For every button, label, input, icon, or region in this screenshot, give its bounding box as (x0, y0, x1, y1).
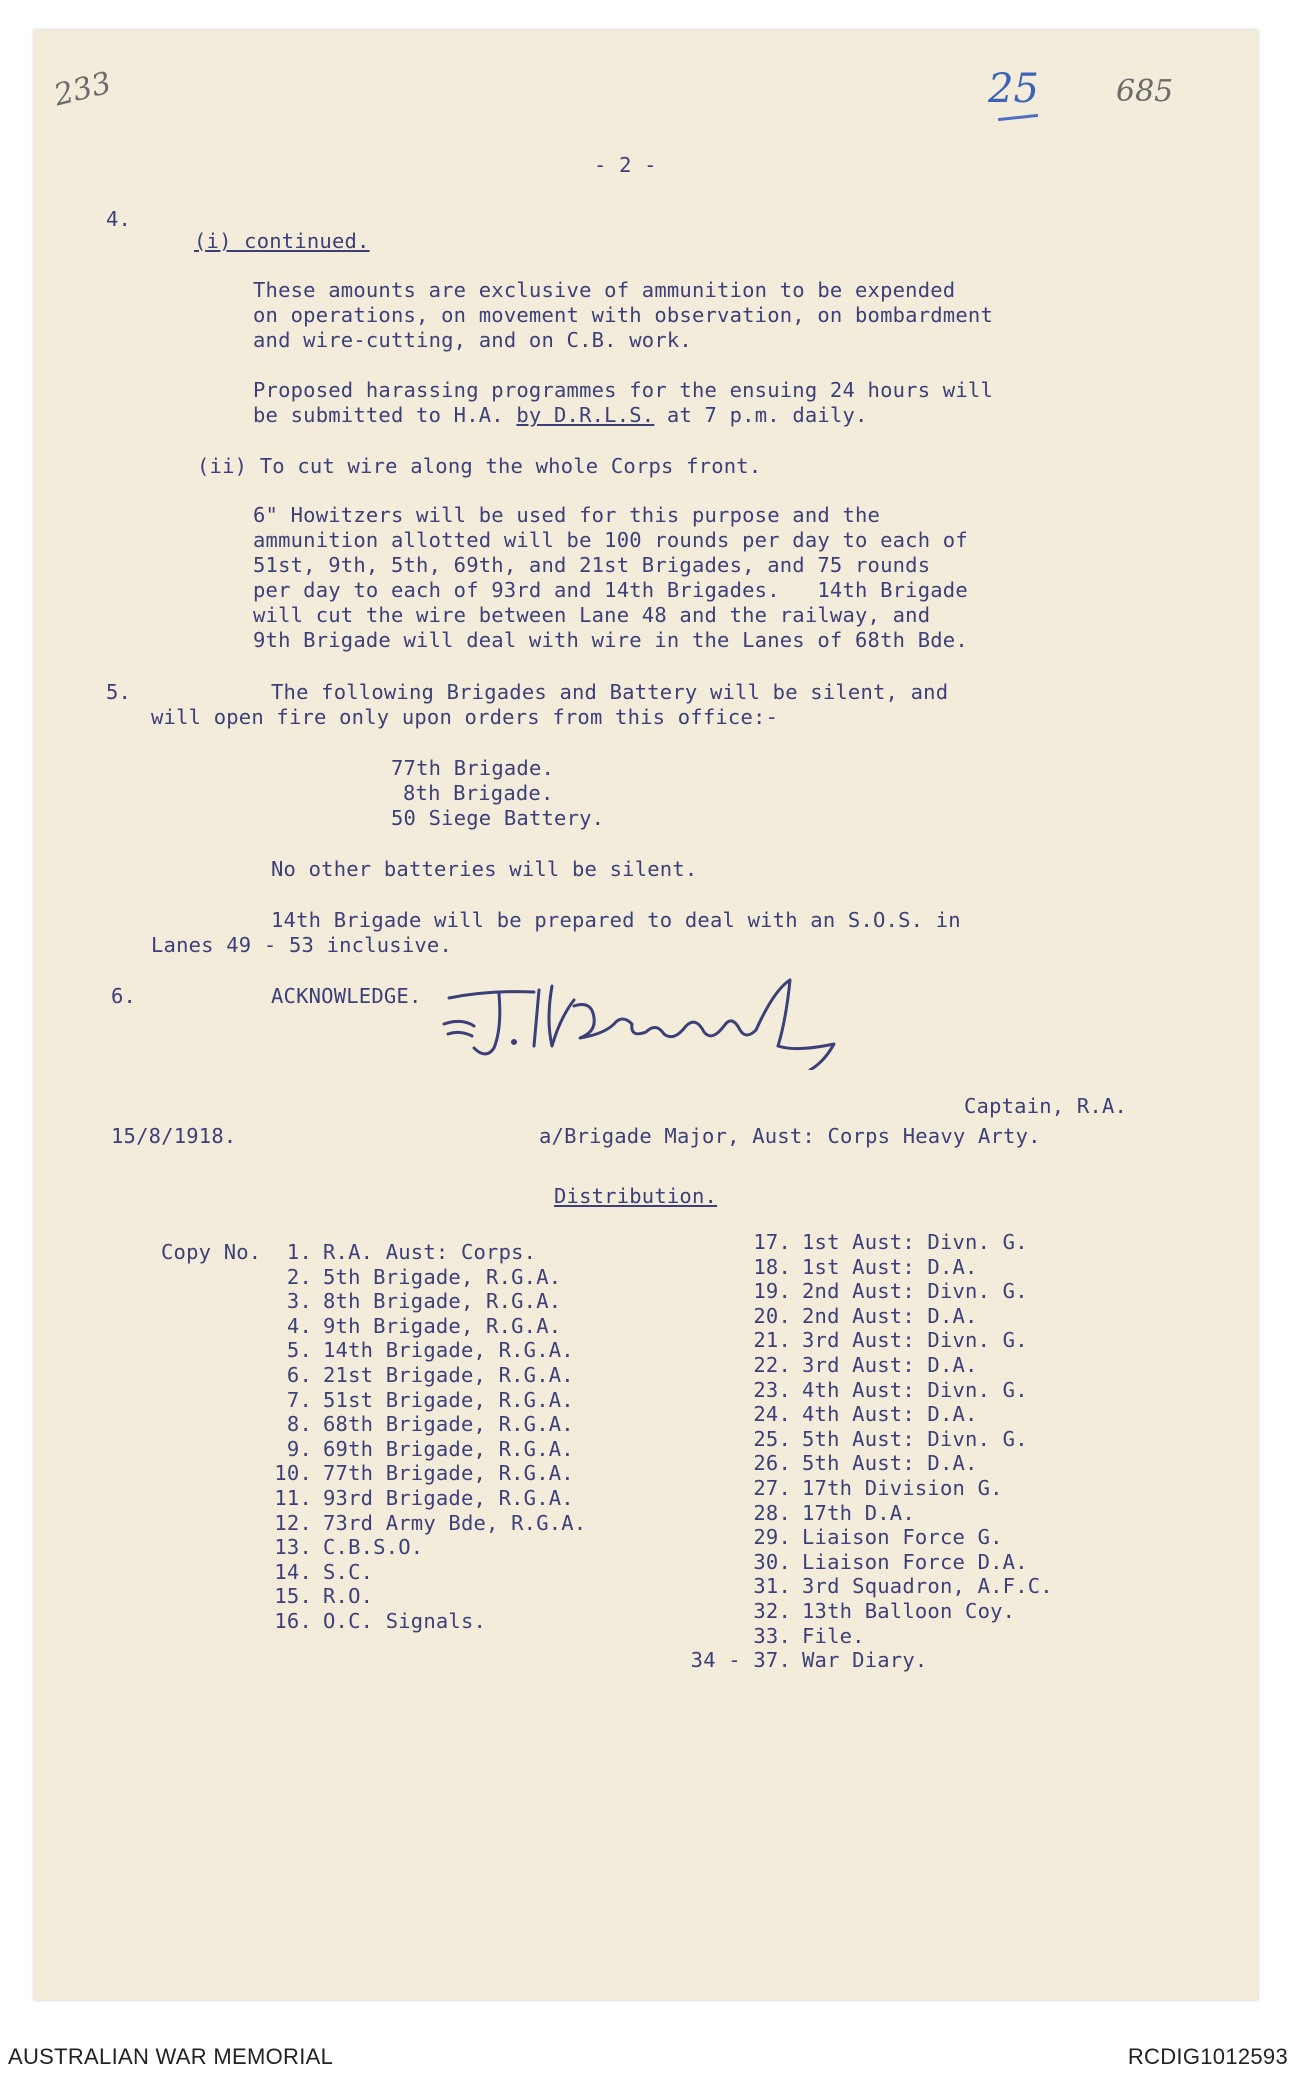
distribution-recipient: War Diary. (802, 1648, 928, 1673)
blue-ink-underline (998, 114, 1038, 121)
distribution-recipient: 4th Aust: Divn. G. (802, 1377, 1028, 1402)
distribution-copy-number: 7. (286, 1387, 312, 1412)
silent-unit: 50 Siege Battery. (391, 806, 605, 830)
distribution-recipient: 77th Brigade, R.G.A. (323, 1461, 574, 1486)
distribution-recipient: 4th Aust: D.A. (802, 1402, 978, 1427)
distribution-copy-number: 12. (274, 1510, 312, 1535)
para4-ii-line: 6" Howitzers will be used for this purpose and the (253, 503, 881, 527)
distribution-recipient: R.O. (323, 1584, 374, 1609)
sos-line: 14th Brigade will be prepared to deal with an S.O.S. in (271, 908, 961, 932)
pencil-annotation-top-left: 233 (50, 65, 115, 114)
distribution-copy-number: 29. (753, 1525, 791, 1550)
distribution-copy-number: 15. (274, 1584, 312, 1609)
footer-id: RCDIG1012593 (1127, 2044, 1288, 2069)
distribution-recipient: R.A. Aust: Corps. (323, 1240, 537, 1264)
para4-ii-line: ammunition allotted will be 100 rounds per day to each of (253, 528, 968, 552)
para4-ii-line: 51st, 9th, 5th, 69th, and 21st Brigades, and 75 rounds (253, 553, 931, 577)
distribution-copy-number: 20. (753, 1303, 791, 1328)
harassing-line: Proposed harassing programmes for the ensuing 24 hours will (253, 378, 993, 402)
handwritten-signature (434, 960, 894, 1070)
para4-ii-line: will cut the wire between Lane 48 and the railway, and (253, 603, 931, 627)
distribution-copy-number: 17. (753, 1230, 791, 1254)
distribution-copy-number: 22. (753, 1353, 791, 1377)
distribution-copy-number: 3. (286, 1289, 312, 1314)
distribution-recipient: Liaison Force G. (802, 1525, 1003, 1550)
distribution-recipient: O.C. Signals. (323, 1609, 487, 1633)
distribution-recipient: 5th Brigade, R.G.A. (323, 1264, 562, 1289)
distribution-copy-number: 23. (753, 1377, 791, 1402)
distribution-recipient: 5th Aust: Divn. G. (802, 1426, 1028, 1451)
signatory-role: a/Brigade Major, Aust: Corps Heavy Arty. (539, 1124, 1041, 1148)
distribution-copy-number: 16. (274, 1609, 312, 1633)
para4-text-line: on operations, on movement with observation, on bombardment (253, 303, 993, 327)
distribution-recipient: 69th Brigade, R.G.A. (323, 1436, 574, 1461)
signatory-rank: Captain, R.A. (964, 1094, 1128, 1118)
distribution-recipient: S.C. (323, 1559, 374, 1584)
distribution-copy-number: 31. (753, 1574, 791, 1599)
distribution-copy-number: 2. (286, 1264, 312, 1289)
para5-number: 5. (106, 680, 132, 704)
distribution-copy-number: 8. (286, 1412, 312, 1437)
no-other-line: No other batteries will be silent. (271, 857, 698, 881)
distribution-recipient: 2nd Aust: Divn. G. (802, 1279, 1028, 1304)
distribution-recipient: 21st Brigade, R.G.A. (323, 1363, 574, 1387)
distribution-recipient: 1st Aust: Divn. G. (802, 1230, 1028, 1254)
distribution-copy-number: 10. (274, 1461, 312, 1486)
distribution-recipient: 9th Brigade, R.G.A. (323, 1313, 562, 1338)
distribution-copy-number: 28. (753, 1500, 791, 1525)
silent-unit: 77th Brigade. (391, 756, 555, 780)
distribution-copy-number: 24. (753, 1402, 791, 1427)
distribution-recipient: 93rd Brigade, R.G.A. (323, 1486, 574, 1510)
distribution-copy-number: 26. (753, 1451, 791, 1476)
distribution-copy-number: 32. (753, 1599, 791, 1623)
distribution-copy-number: 30. (753, 1549, 791, 1574)
harassing-line-2: be submitted to H.A. by D.R.L.S. at 7 p.m. daily. (253, 403, 868, 427)
distribution-recipient: 3rd Aust: Divn. G. (802, 1328, 1028, 1353)
distribution-recipient: 8th Brigade, R.G.A. (323, 1289, 562, 1314)
para4-text-line: These amounts are exclusive of ammunition to be expended (253, 278, 956, 302)
distribution-copy-number: 19. (753, 1279, 791, 1304)
distribution-recipient: 1st Aust: D.A. (802, 1254, 978, 1279)
distribution-recipient: 2nd Aust: D.A. (802, 1303, 978, 1328)
page-number: - 2 - (594, 153, 657, 177)
para5-line: will open fire only upon orders from this office:- (151, 705, 779, 729)
distribution-recipient: 3rd Aust: D.A. (802, 1353, 978, 1377)
para6-number: 6. (111, 984, 137, 1008)
distribution-title: Distribution. (554, 1184, 718, 1208)
distribution-recipient: 5th Aust: D.A. (802, 1451, 978, 1476)
distribution-recipient: 17th D.A. (802, 1500, 915, 1525)
distribution-copy-number: 6. (286, 1363, 312, 1387)
acknowledge: ACKNOWLEDGE. (271, 984, 422, 1008)
document-page (34, 30, 1258, 2000)
silent-unit: 8th Brigade. (403, 781, 554, 805)
pencil-annotation-top-right: 685 (1116, 74, 1174, 109)
distribution-copy-number: 9. (286, 1436, 312, 1461)
para4-heading: (i) continued. (194, 229, 370, 253)
footer-source: AUSTRALIAN WAR MEMORIAL (8, 2044, 334, 2069)
distribution-recipient: Liaison Force D.A. (802, 1549, 1028, 1574)
distribution-copy-number: 34 - 37. (690, 1648, 791, 1673)
distribution-recipient: 3rd Squadron, A.F.C. (802, 1574, 1053, 1599)
copy-no-label: Copy No. (161, 1240, 262, 1264)
distribution-recipient: 68th Brigade, R.G.A. (323, 1412, 574, 1437)
distribution-recipient: 13th Balloon Coy. (802, 1599, 1016, 1623)
para4-ii-line: 9th Brigade will deal with wire in the Lanes of 68th Bde. (253, 628, 968, 652)
sos-line: Lanes 49 - 53 inclusive. (151, 933, 453, 957)
distribution-copy-number: 27. (753, 1476, 791, 1500)
distribution-recipient: File. (802, 1623, 865, 1648)
para4-number: 4. (106, 207, 132, 231)
distribution-copy-number: 21. (753, 1328, 791, 1353)
distribution-copy-number: 14. (274, 1559, 312, 1584)
para4-text-line: and wire-cutting, and on C.B. work. (253, 328, 692, 352)
distribution-copy-number: 1. (286, 1240, 312, 1264)
distribution-recipient: 73rd Army Bde, R.G.A. (323, 1510, 587, 1535)
para4-ii-heading: (ii) To cut wire along the whole Corps front. (197, 454, 762, 478)
distribution-copy-number: 11. (274, 1486, 312, 1510)
distribution-copy-number: 25. (753, 1426, 791, 1451)
distribution-copy-number: 4. (286, 1313, 312, 1338)
document-date: 15/8/1918. (111, 1124, 237, 1148)
distribution-copy-number: 33. (753, 1623, 791, 1648)
blue-ink-annotation: 25 (988, 66, 1039, 112)
distribution-recipient: 51st Brigade, R.G.A. (323, 1387, 574, 1412)
distribution-recipient: 17th Division G. (802, 1476, 1003, 1500)
para4-ii-line: per day to each of 93rd and 14th Brigades. 14th Brigade (253, 578, 968, 602)
distribution-recipient: C.B.S.O. (323, 1535, 424, 1560)
para5-line: The following Brigades and Battery will be silent, and (271, 680, 949, 704)
distribution-copy-number: 18. (753, 1254, 791, 1279)
distribution-copy-number: 5. (286, 1338, 312, 1363)
distribution-copy-number: 13. (274, 1535, 312, 1560)
distribution-recipient: 14th Brigade, R.G.A. (323, 1338, 574, 1363)
